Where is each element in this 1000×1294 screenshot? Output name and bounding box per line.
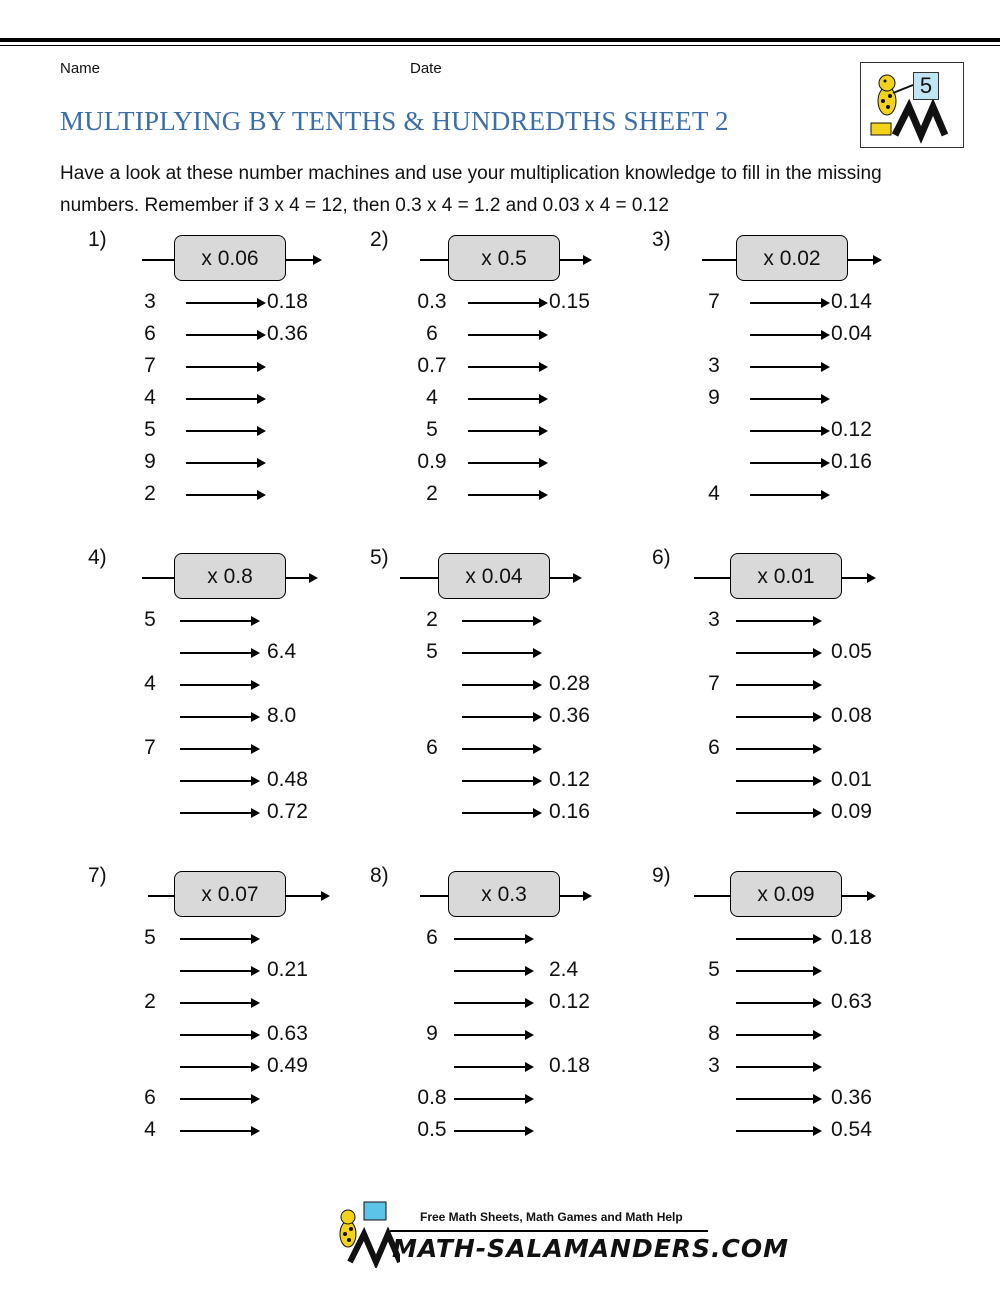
machine-row <box>652 732 952 764</box>
machine-row <box>652 604 952 636</box>
row-input-value: 9 <box>708 386 720 409</box>
row-output-value: 0.48 <box>267 768 308 791</box>
row-arrow <box>750 462 822 464</box>
number-machine-2 <box>370 228 670 528</box>
machine-row <box>88 764 388 796</box>
row-arrow <box>186 430 258 432</box>
row-arrow <box>750 334 822 336</box>
machine-row <box>652 986 952 1018</box>
machine-row <box>88 986 388 1018</box>
row-input-value: 5 <box>426 640 438 663</box>
row-arrow <box>468 462 540 464</box>
number-machine-4 <box>88 546 388 846</box>
machine-row <box>370 954 670 986</box>
machine-output-arrow <box>560 259 584 261</box>
row-input-value: 3 <box>708 608 720 631</box>
machine-input-line <box>420 895 448 897</box>
machine-output-arrow <box>560 895 584 897</box>
row-input-value: 4 <box>144 1118 156 1141</box>
machine-row <box>88 1018 388 1050</box>
row-arrow <box>736 716 814 718</box>
row-input-value: 2 <box>426 608 438 631</box>
row-input-value: 0.7 <box>417 354 447 377</box>
row-arrow <box>736 1130 814 1132</box>
footer-tagline: Free Math Sheets, Math Games and Math Help <box>420 1210 683 1224</box>
row-arrow <box>454 938 526 940</box>
row-arrow <box>454 1098 526 1100</box>
footer-site: MATH-SALAMANDERS.COM <box>392 1234 790 1263</box>
machine-row <box>88 1050 388 1082</box>
row-input-value: 0.3 <box>417 290 447 313</box>
row-input-value: 0.5 <box>417 1118 447 1141</box>
row-arrow <box>736 970 814 972</box>
row-arrow <box>180 716 252 718</box>
question-number: 5) <box>370 546 389 569</box>
machine-operation-box: x 0.09 <box>730 871 842 917</box>
machine-row <box>370 700 670 732</box>
row-output-value: 0.04 <box>831 322 872 345</box>
machine-row <box>652 478 952 510</box>
row-arrow <box>468 366 540 368</box>
row-output-value: 0.18 <box>549 1054 590 1077</box>
row-output-value: 0.12 <box>831 418 872 441</box>
row-arrow <box>736 1098 814 1100</box>
row-arrow <box>736 1002 814 1004</box>
machine-row <box>88 700 388 732</box>
row-input-value: 0.8 <box>417 1086 447 1109</box>
machine-row <box>370 1082 670 1114</box>
row-arrow <box>454 1034 526 1036</box>
row-output-value: 0.21 <box>267 958 308 981</box>
row-output-value: 0.63 <box>831 990 872 1013</box>
row-output-value: 0.16 <box>831 450 872 473</box>
row-arrow <box>186 462 258 464</box>
page-title: MULTIPLYING BY TENTHS & HUNDREDTHS SHEET 2 <box>60 106 729 136</box>
row-arrow <box>462 620 534 622</box>
row-arrow <box>186 494 258 496</box>
row-input-value: 2 <box>426 482 438 505</box>
row-arrow <box>180 652 252 654</box>
machine-output-arrow <box>286 259 314 261</box>
machine-row <box>370 286 670 318</box>
row-output-value: 0.18 <box>267 290 308 313</box>
row-arrow <box>736 620 814 622</box>
machine-row <box>370 478 670 510</box>
row-output-value: 0.12 <box>549 768 590 791</box>
row-arrow <box>736 780 814 782</box>
row-arrow <box>180 780 252 782</box>
grade-logo <box>860 62 964 148</box>
row-arrow <box>736 748 814 750</box>
row-input-value: 0.9 <box>417 450 447 473</box>
machine-row <box>370 446 670 478</box>
row-arrow <box>736 684 814 686</box>
number-machine-7 <box>88 864 388 1164</box>
row-output-value: 6.4 <box>267 640 297 663</box>
row-arrow <box>750 398 822 400</box>
row-output-value: 0.36 <box>831 1086 872 1109</box>
machine-row <box>88 414 388 446</box>
row-arrow <box>180 748 252 750</box>
row-output-value: 0.72 <box>267 800 308 823</box>
machine-row <box>88 286 388 318</box>
row-output-value: 0.18 <box>831 926 872 949</box>
row-input-value: 5 <box>144 926 156 949</box>
grade-number: 5 <box>913 72 939 100</box>
row-arrow <box>186 334 258 336</box>
machine-row <box>88 922 388 954</box>
machine-output-arrow <box>286 577 310 579</box>
machine-row <box>370 764 670 796</box>
footer-logo <box>330 1198 790 1268</box>
machine-operation-box: x 0.5 <box>448 235 560 281</box>
top-rule-thin <box>0 45 1000 46</box>
row-arrow <box>186 302 258 304</box>
row-output-value: 0.12 <box>549 990 590 1013</box>
row-arrow <box>736 1066 814 1068</box>
machine-row <box>88 318 388 350</box>
question-number: 8) <box>370 864 389 887</box>
row-output-value: 0.63 <box>267 1022 308 1045</box>
machine-input-line <box>702 259 736 261</box>
machine-row <box>652 1018 952 1050</box>
row-input-value: 4 <box>144 672 156 695</box>
footer-salamander-icon <box>330 1198 400 1268</box>
row-output-value: 0.28 <box>549 672 590 695</box>
machine-row <box>652 764 952 796</box>
row-output-value: 0.09 <box>831 800 872 823</box>
machine-row <box>370 414 670 446</box>
row-arrow <box>736 812 814 814</box>
machine-input-line <box>142 259 174 261</box>
question-number: 9) <box>652 864 671 887</box>
machine-row <box>652 286 952 318</box>
row-arrow <box>468 334 540 336</box>
machine-row <box>370 636 670 668</box>
question-number: 7) <box>88 864 107 887</box>
machine-row <box>652 796 952 828</box>
number-machine-8 <box>370 864 670 1164</box>
machine-row <box>652 382 952 414</box>
machine-row <box>88 732 388 764</box>
machine-row <box>88 478 388 510</box>
row-input-value: 5 <box>144 608 156 631</box>
machine-row <box>370 668 670 700</box>
row-output-value: 0.36 <box>549 704 590 727</box>
top-rule <box>0 38 1000 42</box>
machine-row <box>652 1082 952 1114</box>
row-input-value: 6 <box>144 1086 156 1109</box>
row-input-value: 6 <box>426 322 438 345</box>
row-arrow <box>186 398 258 400</box>
machine-row <box>88 796 388 828</box>
row-input-value: 6 <box>426 736 438 759</box>
salamander-icon <box>861 63 963 147</box>
row-arrow <box>454 1066 526 1068</box>
row-arrow <box>454 970 526 972</box>
number-machine-5 <box>370 546 670 846</box>
row-input-value: 6 <box>144 322 156 345</box>
row-arrow <box>462 716 534 718</box>
row-arrow <box>180 1066 252 1068</box>
row-input-value: 5 <box>426 418 438 441</box>
machine-input-line <box>400 577 438 579</box>
row-arrow <box>468 302 540 304</box>
row-input-value: 8 <box>708 1022 720 1045</box>
row-arrow <box>750 302 822 304</box>
row-arrow <box>462 812 534 814</box>
row-arrow <box>180 812 252 814</box>
row-output-value: 0.15 <box>549 290 590 313</box>
row-input-value: 7 <box>144 354 156 377</box>
row-input-value: 7 <box>144 736 156 759</box>
question-number: 2) <box>370 228 389 251</box>
machine-row <box>652 668 952 700</box>
row-output-value: 0.36 <box>267 322 308 345</box>
row-arrow <box>736 1034 814 1036</box>
machine-row <box>370 350 670 382</box>
machine-row <box>88 382 388 414</box>
row-arrow <box>750 494 822 496</box>
number-machine-6 <box>652 546 952 846</box>
machine-row <box>652 318 952 350</box>
row-arrow <box>462 684 534 686</box>
machine-operation-box: x 0.06 <box>174 235 286 281</box>
row-arrow <box>180 970 252 972</box>
machine-row <box>370 1018 670 1050</box>
row-arrow <box>186 366 258 368</box>
row-output-value: 0.05 <box>831 640 872 663</box>
machine-row <box>88 1114 388 1146</box>
machine-row <box>370 922 670 954</box>
row-input-value: 7 <box>708 290 720 313</box>
row-arrow <box>180 1002 252 1004</box>
machine-row <box>652 446 952 478</box>
row-arrow <box>750 366 822 368</box>
row-input-value: 7 <box>708 672 720 695</box>
machine-output-arrow <box>286 895 322 897</box>
machine-input-line <box>420 259 448 261</box>
row-arrow <box>454 1130 526 1132</box>
machine-row <box>370 382 670 414</box>
machine-row <box>370 732 670 764</box>
row-input-value: 5 <box>708 958 720 981</box>
machine-row <box>652 700 952 732</box>
row-output-value: 0.01 <box>831 768 872 791</box>
row-arrow <box>462 748 534 750</box>
machine-row <box>652 350 952 382</box>
machine-output-arrow <box>842 577 868 579</box>
machine-row <box>88 350 388 382</box>
machine-row <box>370 986 670 1018</box>
machine-operation-box: x 0.3 <box>448 871 560 917</box>
question-number: 3) <box>652 228 671 251</box>
machine-row <box>652 1114 952 1146</box>
machine-row <box>88 446 388 478</box>
row-arrow <box>468 398 540 400</box>
row-input-value: 3 <box>708 354 720 377</box>
row-input-value: 4 <box>708 482 720 505</box>
row-output-value: 2.4 <box>549 958 579 981</box>
row-input-value: 6 <box>708 736 720 759</box>
row-arrow <box>180 684 252 686</box>
row-input-value: 3 <box>144 290 156 313</box>
machine-row <box>652 922 952 954</box>
machine-row <box>370 1050 670 1082</box>
machine-row <box>88 954 388 986</box>
row-output-value: 0.14 <box>831 290 872 313</box>
row-input-value: 4 <box>426 386 438 409</box>
row-input-value: 9 <box>144 450 156 473</box>
machine-row <box>88 668 388 700</box>
row-arrow <box>454 1002 526 1004</box>
row-arrow <box>736 652 814 654</box>
machine-operation-box: x 0.07 <box>174 871 286 917</box>
machine-row <box>88 604 388 636</box>
footer-rule <box>390 1230 708 1232</box>
machine-row <box>652 954 952 986</box>
machine-operation-box: x 0.02 <box>736 235 848 281</box>
row-arrow <box>468 430 540 432</box>
machine-row <box>370 796 670 828</box>
question-number: 1) <box>88 228 107 251</box>
machine-row <box>370 604 670 636</box>
row-arrow <box>180 1034 252 1036</box>
row-output-value: 0.16 <box>549 800 590 823</box>
row-arrow <box>180 620 252 622</box>
machine-input-line <box>148 895 174 897</box>
number-machine-9 <box>652 864 952 1164</box>
row-arrow <box>462 780 534 782</box>
machine-input-line <box>694 895 730 897</box>
row-input-value: 5 <box>144 418 156 441</box>
number-machine-1 <box>88 228 388 528</box>
row-input-value: 2 <box>144 990 156 1013</box>
row-output-value: 0.49 <box>267 1054 308 1077</box>
row-output-value: 0.08 <box>831 704 872 727</box>
row-arrow <box>750 430 822 432</box>
question-number: 4) <box>88 546 107 569</box>
machine-input-line <box>694 577 730 579</box>
machine-input-line <box>142 577 174 579</box>
name-label: Name <box>60 60 101 77</box>
machine-row <box>370 318 670 350</box>
row-output-value: 8.0 <box>267 704 297 727</box>
machine-row <box>652 1050 952 1082</box>
row-arrow <box>736 938 814 940</box>
machine-output-arrow <box>550 577 574 579</box>
row-input-value: 2 <box>144 482 156 505</box>
machine-output-arrow <box>842 895 868 897</box>
row-input-value: 6 <box>426 926 438 949</box>
row-arrow <box>180 1130 252 1132</box>
question-number: 6) <box>652 546 671 569</box>
row-input-value: 3 <box>708 1054 720 1077</box>
machine-row <box>88 1082 388 1114</box>
machine-output-arrow <box>848 259 874 261</box>
machine-operation-box: x 0.04 <box>438 553 550 599</box>
machine-row <box>370 1114 670 1146</box>
machine-row <box>652 414 952 446</box>
instructions: Have a look at these number machines and use your multiplication knowledge to fill in the missing numbers. Remember if 3 x 4 = 12, then 0.3 x 4 = 1.2 and 0.03 x 4 = 0.12 <box>60 163 882 216</box>
number-machine-3 <box>652 228 952 528</box>
row-input-value: 4 <box>144 386 156 409</box>
row-output-value: 0.54 <box>831 1118 872 1141</box>
row-input-value: 9 <box>426 1022 438 1045</box>
row-arrow <box>462 652 534 654</box>
machine-row <box>88 636 388 668</box>
machine-row <box>652 636 952 668</box>
machine-operation-box: x 0.8 <box>174 553 286 599</box>
row-arrow <box>180 1098 252 1100</box>
date-label: Date <box>410 60 442 77</box>
row-arrow <box>468 494 540 496</box>
row-arrow <box>180 938 252 940</box>
machine-operation-box: x 0.01 <box>730 553 842 599</box>
